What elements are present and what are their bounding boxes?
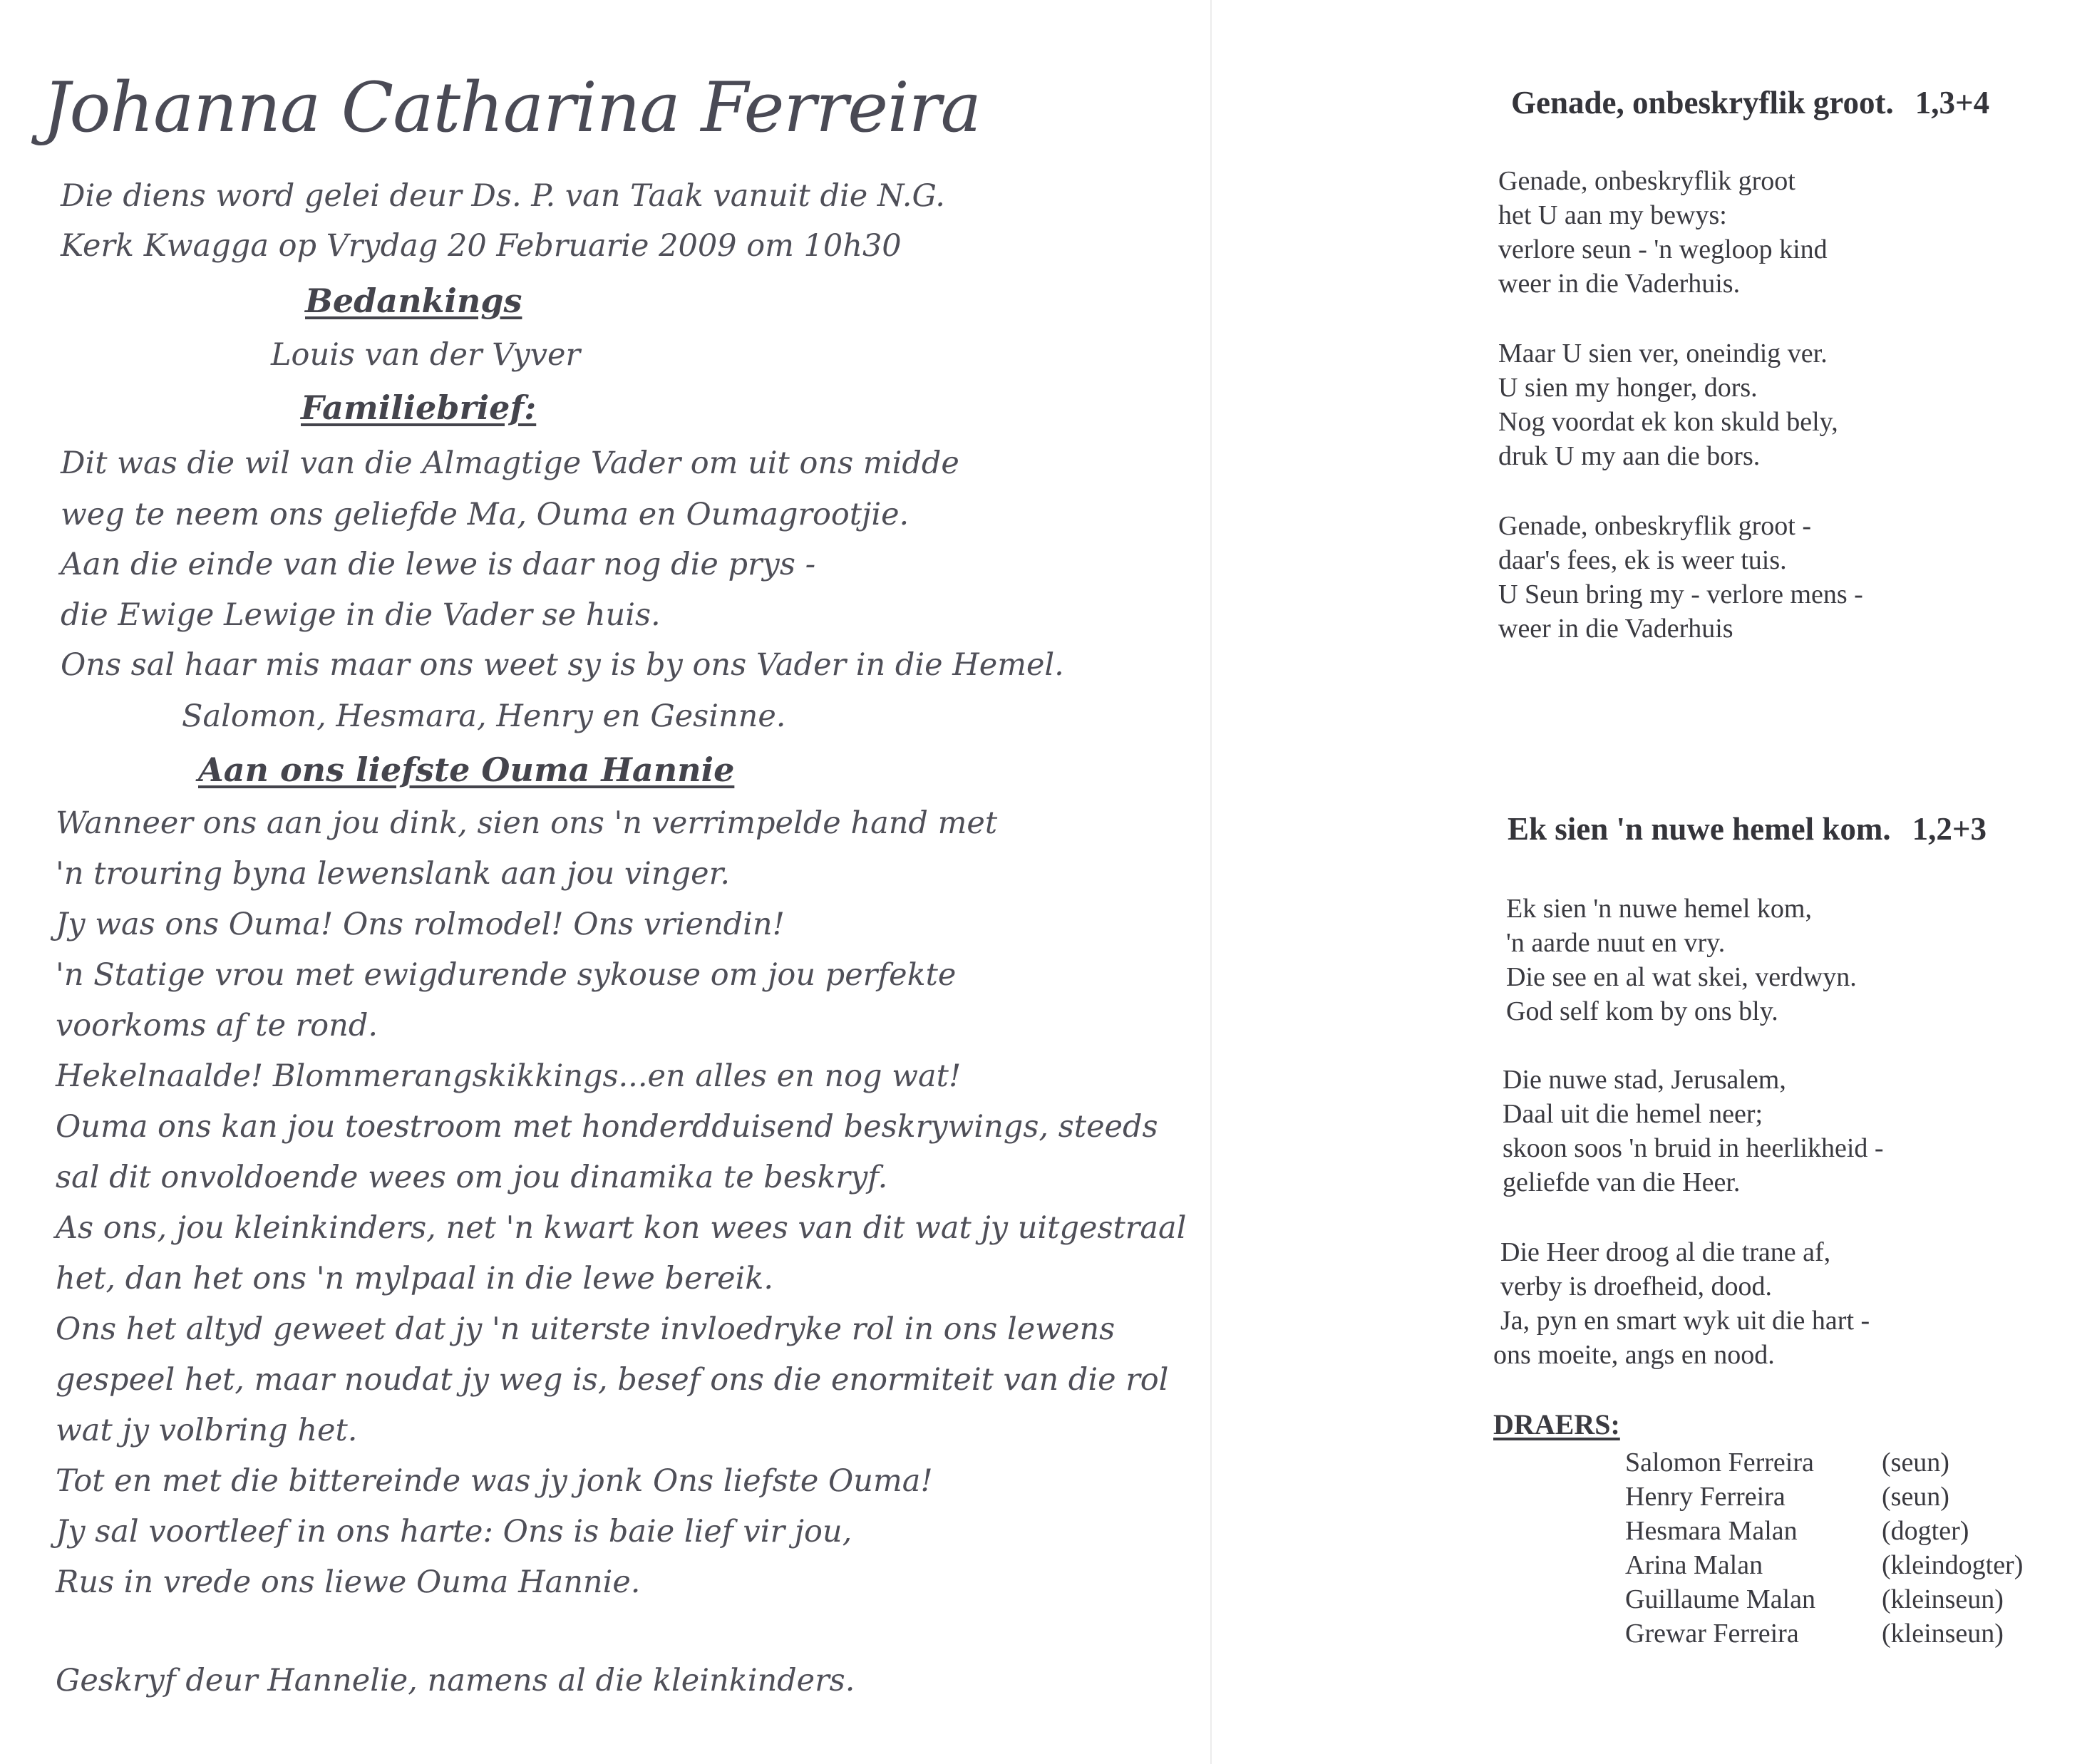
tribute-line: Wanneer ons aan jou dink, sien ons 'n verrimpelde hand met — [56, 805, 998, 841]
tribute-line: Jy sal voortleef in ons harte: Ons is baie lief vir jou, — [56, 1514, 852, 1549]
pallbearer-relation: (seun) — [1882, 1482, 1949, 1512]
hymn2-line: ons moeite, angs en nood. — [1493, 1340, 1775, 1370]
pallbearer-name: Hesmara Malan — [1625, 1516, 1798, 1546]
hymn1-line: U sien my honger, dors. — [1498, 373, 1758, 403]
hymn2-line: Ja, pyn en smart wyk uit die hart - — [1500, 1306, 1870, 1336]
pallbearer-relation: (kleinseun) — [1882, 1584, 2004, 1614]
familiebrief-line: Aan die einde van die lewe is daar nog die prys - — [61, 547, 816, 582]
hymn1-line: weer in die Vaderhuis. — [1498, 269, 1741, 299]
familiebrief-signature: Salomon, Hesmara, Henry en Gesinne. — [182, 698, 786, 734]
pallbearer-relation: (seun) — [1882, 1448, 1949, 1477]
ouma-tribute-heading: Aan ons liefste Ouma Hannie — [198, 751, 735, 789]
pallbearer-name: Grewar Ferreira — [1625, 1619, 1799, 1649]
pallbearer-name: Arina Malan — [1625, 1550, 1763, 1580]
deceased-name-title: Johanna Catharina Ferreira — [43, 68, 981, 148]
hymn2-verses: 1,2+3 — [1912, 811, 1987, 847]
familiebrief-line: die Ewige Lewige in die Vader se huis. — [61, 597, 661, 633]
tribute-line: Tot en met die bittereinde was jy jonk Ons liefste Ouma! — [56, 1463, 933, 1499]
pallbearer-name: Guillaume Malan — [1625, 1584, 1815, 1614]
pallbearer-relation: (kleindogter) — [1882, 1550, 2024, 1580]
hymn1-line: weer in die Vaderhuis — [1498, 614, 1733, 644]
hymn2-line: Daal uit die hemel neer; — [1503, 1099, 1763, 1129]
hymn2-title: Ek sien 'n nuwe hemel kom. — [1508, 811, 1891, 847]
hymn1-verses: 1,3+4 — [1915, 85, 1990, 120]
tribute-line: Ouma ons kan jou toestroom met honderdduisend beskrywings, steeds — [56, 1109, 1158, 1145]
hymn2-line: Die nuwe stad, Jerusalem, — [1503, 1065, 1786, 1095]
hymn1-line: Maar U sien ver, oneindig ver. — [1498, 339, 1828, 368]
hymn1-line: Genade, onbeskryflik groot — [1498, 166, 1795, 196]
tribute-line: het, dan het ons 'n mylpaal in die lewe bereik. — [56, 1261, 773, 1296]
familiebrief-line: Dit was die wil van die Almagtige Vader om uit ons midde — [61, 445, 959, 481]
hymn1-line: daar's fees, ek is weer tuis. — [1498, 545, 1787, 575]
tribute-line: wat jy volbring het. — [56, 1413, 358, 1448]
pallbearer-name: Salomon Ferreira — [1625, 1448, 1814, 1477]
tribute-line: gespeel het, maar noudat jy weg is, besef ons die enormiteit van die rol — [56, 1362, 1169, 1398]
hymn1-line: druk U my aan die bors. — [1498, 441, 1761, 471]
hymn2-line: Die see en al wat skei, verdwyn. — [1506, 962, 1857, 992]
pallbearer-relation: (kleinseun) — [1882, 1619, 2004, 1649]
tribute-line: Rus in vrede ons liewe Ouma Hannie. — [56, 1564, 641, 1600]
tribute-line: sal dit onvoldoende wees om jou dinamika te beskryf. — [56, 1160, 888, 1195]
hymn1-line: verlore seun - 'n wegloop kind — [1498, 234, 1828, 264]
tribute-closing: Geskryf deur Hannelie, namens al die kleinkinders. — [56, 1663, 855, 1698]
hymn2-line: geliefde van die Heer. — [1503, 1167, 1741, 1197]
hymn1-heading — [1511, 84, 1989, 121]
hymn2-line: skoon soos 'n bruid in heerlikheid - — [1503, 1133, 1884, 1163]
service-intro-line: Kerk Kwagga op Vrydag 20 Februarie 2009 om 10h30 — [61, 228, 902, 264]
hymn1-title: Genade, onbeskryflik groot. — [1511, 85, 1894, 120]
service-intro-line: Die diens word gelei deur Ds. P. van Taak vanuit die N.G. — [61, 178, 945, 214]
pallbearer-name: Henry Ferreira — [1625, 1482, 1786, 1512]
familiebrief-line: weg te neem ons geliefde Ma, Ouma en Oumagrootjie. — [61, 497, 910, 532]
tribute-line: Jy was ons Ouma! Ons rolmodel! Ons vriendin! — [56, 907, 785, 942]
hymn2-line: Die Heer droog al die trane af, — [1500, 1237, 1831, 1267]
familiebrief-line: Ons sal haar mis maar ons weet sy is by ons Vader in die Hemel. — [61, 647, 1064, 683]
hymn2-line: God self kom by ons bly. — [1506, 996, 1778, 1026]
hymn2-heading — [1508, 810, 1987, 847]
hymn2-line: Ek sien 'n nuwe hemel kom, — [1506, 894, 1812, 924]
bedankings-name: Louis van der Vyver — [271, 337, 581, 373]
tribute-line: 'n Statige vrou met ewigdurende sykouse om jou perfekte — [56, 957, 957, 993]
tribute-line: Hekelnaalde! Blommerangskikkings...en alles en nog wat! — [56, 1058, 962, 1094]
right-page — [1212, 0, 2097, 1764]
hymn2-line: verby is droefheid, dood. — [1500, 1272, 1772, 1301]
tribute-line: 'n trouring byna lewenslank aan jou vinger. — [56, 856, 731, 892]
hymn1-line: Genade, onbeskryflik groot - — [1498, 511, 1811, 541]
hymn1-line: het U aan my bewys: — [1498, 200, 1727, 230]
tribute-line: As ons, jou kleinkinders, net 'n kwart kon wees van dit wat jy uitgestraal — [56, 1210, 1187, 1246]
familiebrief-heading: Familiebrief: — [301, 388, 537, 427]
pallbearer-relation: (dogter) — [1882, 1516, 1969, 1546]
tribute-line: Ons het altyd geweet dat jy 'n uiterste invloedryke rol in ons lewens — [56, 1311, 1116, 1347]
hymn1-line: Nog voordat ek kon skuld bely, — [1498, 407, 1838, 437]
hymn1-line: U Seun bring my - verlore mens - — [1498, 579, 1863, 609]
hymn2-line: 'n aarde nuut en vry. — [1506, 928, 1726, 958]
tribute-line: voorkoms af te rond. — [56, 1008, 378, 1043]
draers-heading: DRAERS: — [1493, 1408, 1620, 1440]
bedankings-heading: Bedankings — [305, 282, 522, 320]
